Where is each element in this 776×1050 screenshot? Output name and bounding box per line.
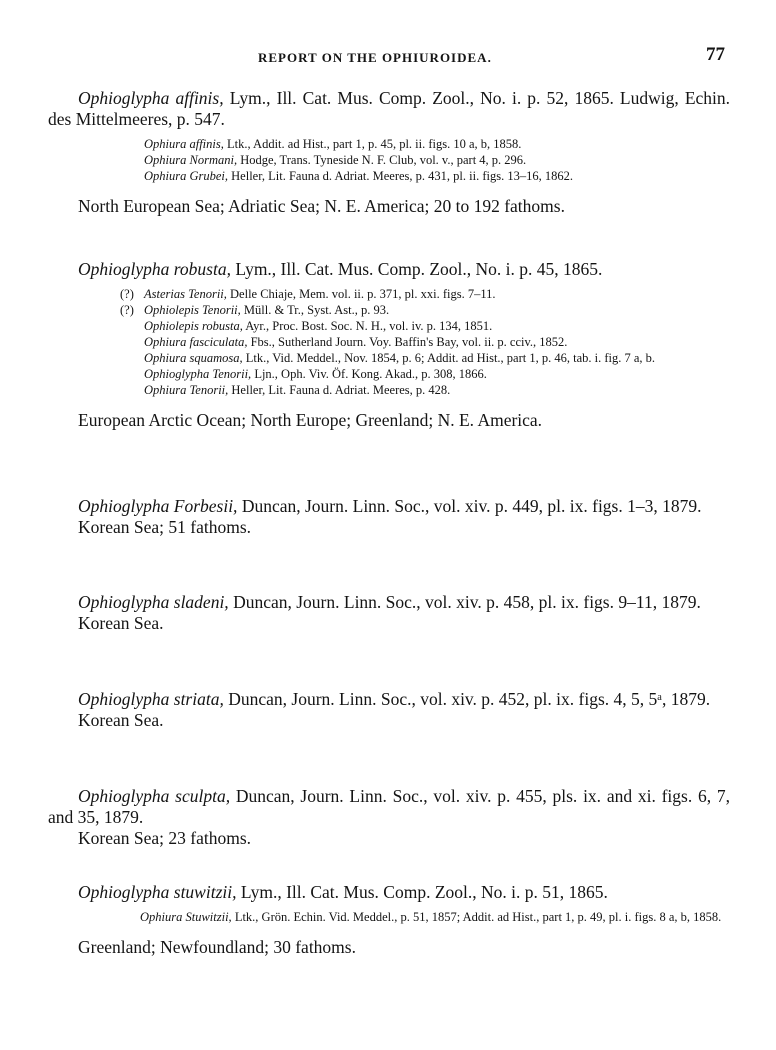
species-citation: Lym., Ill. Cat. Mus. Comp. Zool., No. i. p. 52, 1865. Ludwig, Echin. des Mittelmeeres, p. 547. — [48, 88, 731, 129]
synonym-ref: Delle Chiaje, Mem. vol. ii. p. 371, pl. xxi. figs. 7–11. — [226, 287, 496, 301]
synonym-line — [120, 382, 730, 398]
synonym-name: Ophioglypha Tenorii, — [144, 367, 252, 381]
synonym-line — [144, 168, 730, 184]
species-name: Ophioglypha robusta, — [78, 259, 231, 279]
synonym-ref: Heller, Lit. Fauna d. Adriat. Meeres, p. 428. — [228, 383, 451, 397]
synonym-line — [144, 136, 730, 152]
synonym-line — [120, 366, 730, 382]
synonym-name: Ophiura affinis, — [144, 137, 224, 151]
synonym-line — [140, 909, 730, 925]
query-mark: (?) — [120, 303, 134, 317]
running-title: REPORT ON THE OPHIUROIDEA. — [258, 50, 492, 65]
species-name: Ophioglypha affinis, — [78, 88, 224, 108]
synonym-name: Ophiura Normani, — [144, 153, 238, 167]
species-entry-forbesii — [48, 496, 730, 538]
page-header — [0, 44, 776, 68]
species-citation: Lym., Ill. Cat. Mus. Comp. Zool., No. i. p. 51, 1865. — [236, 882, 608, 902]
species-name: Ophioglypha stuwitzii, — [78, 882, 237, 902]
species-heading — [48, 786, 730, 828]
species-heading — [48, 259, 730, 280]
synonym-name: Ophiura Tenorii, — [144, 383, 229, 397]
synonym-ref: Ljn., Oph. Viv. Öf. Kong. Akad., p. 308, 1866. — [251, 367, 487, 381]
synonym-line — [120, 286, 730, 302]
species-entry-sladeni — [48, 592, 730, 634]
synonym-line — [120, 302, 730, 318]
synonym-ref: Fbs., Sutherland Journ. Voy. Baffin's Bay, vol. ii. p. cciv., 1852. — [247, 335, 568, 349]
species-citation: Duncan, Journ. Linn. Soc., vol. xiv. p. 452, pl. ix. figs. 4, 5, 5ᵃ, 1879. — [223, 689, 711, 709]
species-heading — [48, 592, 730, 613]
species-name: Ophioglypha sladeni, — [78, 592, 229, 612]
synonym-name: Ophiura fasciculata, — [144, 335, 248, 349]
species-citation: Duncan, Journ. Linn. Soc., vol. xiv. p. 449, pl. ix. figs. 1–3, 1879. — [237, 496, 702, 516]
query-mark: (?) — [120, 287, 134, 301]
synonym-list — [48, 136, 730, 184]
species-heading — [48, 496, 730, 517]
synonym-name: Ophiolepis Tenorii, — [144, 303, 241, 317]
synonym-name: Ophiura Stuwitzii, — [140, 910, 232, 924]
synonym-name: Ophiura squamosa, — [144, 351, 243, 365]
species-name: Ophioglypha sculpta, — [78, 786, 231, 806]
species-heading — [48, 88, 730, 130]
species-name: Ophioglypha striata, — [78, 689, 224, 709]
synonym-line — [120, 334, 730, 350]
synonym-ref: Ayr., Proc. Bost. Soc. N. H., vol. iv. p. 134, 1851. — [242, 319, 493, 333]
synonym-name: Asterias Tenorii, — [144, 287, 227, 301]
species-entry-striata — [48, 689, 730, 731]
species-citation: Duncan, Journ. Linn. Soc., vol. xiv. p. 455, pls. ix. and xi. figs. 6, 7, and 35, 1879. — [48, 786, 730, 827]
synonym-list — [48, 909, 730, 925]
synonym-ref: Müll. & Tr., Syst. Ast., p. 93. — [240, 303, 390, 317]
synonym-name: Ophiura Grubei, — [144, 169, 229, 183]
synonym-ref: Hodge, Trans. Tyneside N. F. Club, vol. v., part 4, p. 296. — [237, 153, 527, 167]
synonym-line — [120, 350, 730, 366]
synonym-list — [48, 286, 730, 398]
species-name: Ophioglypha Forbesii, — [78, 496, 238, 516]
distribution: North European Sea; Adriatic Sea; N. E. America; 20 to 192 fathoms. — [78, 196, 565, 216]
synonym-ref: Ltk., Grön. Echin. Vid. Meddel., p. 51, 1857; Addit. ad Hist., part 1, p. 49, pl. i. figs. 8 a, b, 1858. — [231, 910, 722, 924]
synonym-ref: Ltk., Addit. ad Hist., part 1, p. 45, pl. ii. figs. 10 a, b, 1858. — [223, 137, 522, 151]
synonym-ref: Ltk., Vid. Meddel., Nov. 1854, p. 6; Addit. ad Hist., part 1, p. 46, tab. i. fig. 7 a, b. — [242, 351, 656, 365]
page-number: 77 — [706, 44, 725, 65]
species-entry-robusta — [48, 259, 730, 431]
distribution: Korean Sea; 23 fathoms. — [78, 828, 252, 848]
species-heading — [48, 882, 730, 903]
species-citation: Duncan, Journ. Linn. Soc., vol. xiv. p. 458, pl. ix. figs. 9–11, 1879. — [228, 592, 701, 612]
species-citation: Lym., Ill. Cat. Mus. Comp. Zool., No. i. p. 45, 1865. — [230, 259, 603, 279]
species-entry-stuwitzii — [48, 882, 730, 958]
species-entry-sculpta — [48, 786, 730, 849]
distribution: Korean Sea; 51 fathoms. — [78, 517, 252, 537]
species-entry-affinis — [48, 88, 730, 217]
distribution: Greenland; Newfoundland; 30 fathoms. — [78, 937, 356, 957]
distribution: Korean Sea. — [78, 613, 164, 633]
distribution: European Arctic Ocean; North Europe; Greenland; N. E. America. — [78, 410, 543, 430]
species-heading — [48, 689, 730, 710]
distribution: Korean Sea. — [78, 710, 164, 730]
synonym-ref: Heller, Lit. Fauna d. Adriat. Meeres, p. 431, pl. ii. figs. 13–16, 1862. — [228, 169, 573, 183]
synonym-line — [120, 318, 730, 334]
synonym-line — [144, 152, 730, 168]
synonym-name: Ophiolepis robusta, — [144, 319, 243, 333]
